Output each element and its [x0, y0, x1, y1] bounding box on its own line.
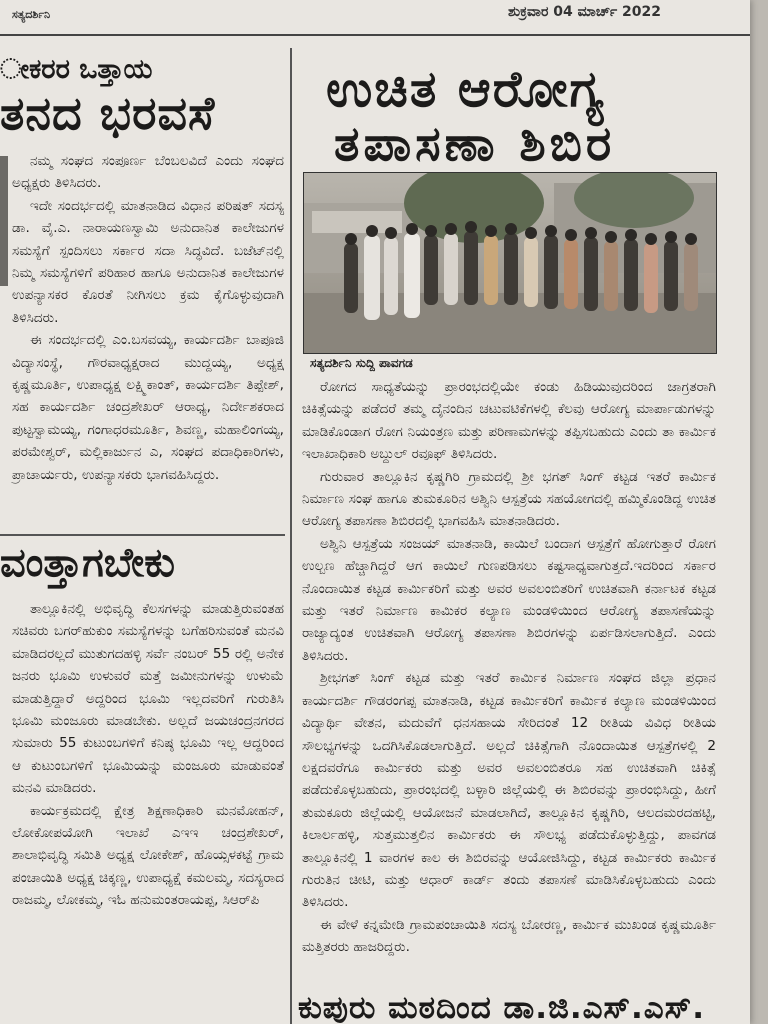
photo-caption: ಸತ್ಯದರ್ಶಿನಿ ಸುದ್ದಿ ಪಾವಗಡ	[310, 356, 413, 370]
paragraph: ಈ ವೇಳೆ ಕನ್ನಮೇಡಿ ಗ್ರಾಮಪಂಚಾಯಿತಿ ಸದಸ್ಯ ಬೋರಣ್ಣ, ಕಾರ್ಮಿಕ ಮುಖಂಡ ಕೃಷ್ಣಮೂರ್ತಿ ಮತ್ತಿತರರು ಹಾಜರಿದ್ದರು.	[302, 916, 716, 956]
paragraph: ಶ್ರೀಭಗತ್ ಸಿಂಗ್ ಕಟ್ಟಡ ಮತ್ತು ಇತರೆ ಕಾರ್ಮಿಕ ನಿರ್ಮಾಣ ಸಂಘದ ಜಿಲ್ಲಾ ಪ್ರಧಾನ ಕಾರ್ಯದರ್ಶಿ ಗೌಡರಂಗಪ್ಪ ಮಾತನಾಡಿ, ಕಟ್ಟಡ ಕಾರ್ಮಿಕರಿಗೆ ಕಾರ್ಮಿಕ ಕಲ್ಯಾಣ ಮಂಡಳಿಯಿಂದ ವಿದ್ಯಾರ್ಥಿ ವೇತನ, ಮದುವೆಗೆ ಧನಸಹಾಯ ಸೇರಿದಂತೆ 12 ರೀತಿಯ ವಿವಿಧ ರೀತಿಯ ಸೌಲಭ್ಯಗಳನ್ನು ಒದಗಿಸಿಕೊಡಲಾಗುತ್ತಿದೆ. ಅಲ್ಲದೆ ಚಿಕಿತ್ಸೆಗಾಗಿ ನೊಂದಾಯಿತ ಆಸ್ಪತ್ರೆಗಳಲ್ಲಿ 2 ಲಕ್ಷದವರೆಗೂ ಕಾರ್ಮಿಕರು ಮತ್ತು ಅವರ ಅವಲಂಬಿತರೂ ಸಹ ಉಚಿತವಾಗಿ ಚಿಕಿತ್ಸೆ ಪಡೆದುಕೊಳ್ಳಬಹುದು, ಪ್ರಾರಂಭದಲ್ಲಿ ಬಳ್ಳಾರಿ ಜಿಲ್ಲೆಯಲ್ಲಿ ಈ ಶಿಬಿರವನ್ನು ಪ್ರಾರಂಭಿಸಿದ್ದು, ಹೀಗೆ ತುಮಕೂರು ಜಿಲ್ಲೆಯಲ್ಲಿ ಆಯೋಜನೆ ಮಾಡಲಾಗಿದೆ, ತಾಲ್ಲೂಕಿನ ಕೃಷ್ಣಗಿರಿ, ಆಲದಮರದಹಟ್ಟಿ, ಕಿಲಾರ್ಲಹಳ್ಳಿ, ಸುತ್ತಮುತ್ತಲಿನ ಕಾರ್ಮಿಕರು ಈ ಸೌಲಭ್ಯ ಪಡೆದುಕೊಳ್ಳುತ್ತಿದ್ದು, ಪಾವಗಡ ತಾಲ್ಲೂಕಿನಲ್ಲಿ 1 ವಾರಗಳ ಕಾಲ ಈ ಶಿಬಿರವನ್ನು ಆಯೋಜಿಸಿದ್ದು, ಕಟ್ಟಡ ಕಾರ್ಮಿಕರು ಕಾರ್ಮಿಕ ಗುರುತಿನ ಚೀಟಿ, ಮತ್ತು ಆಧಾರ್ ಕಾರ್ಡ್ ತಂದು ತಪಾಸಣೆ ಮಾಡಿಸಿಕೊಳ್ಳಬಹುದು ಎಂದು ತಿಳಿಸಿದರು.	[302, 670, 716, 911]
main-headline-line-1: ಉಚಿತ ಆರೋಗ್ಯ	[326, 60, 606, 118]
section-divider	[0, 534, 285, 536]
health-camp-photo	[304, 173, 716, 353]
paper-name: ಸತ್ಯದರ್ಶಿನಿ	[12, 8, 51, 21]
left-story-headline: ತನದ ಭರವಸೆ	[0, 86, 216, 140]
paragraph: ಈ ಸಂದರ್ಭದಲ್ಲಿ ಎಂ.ಬಸವಯ್ಯ, ಕಾರ್ಯದರ್ಶಿ ಬಾಪೂಜಿ ವಿದ್ಯಾಸಂಸ್ಥೆ, ಗೌರವಾಧ್ಯಕ್ಷರಾದ ಮುದ್ದಯ್ಯ, ಅಧ್ಯಕ್ಷ ಕೃಷ್ಣಮೂರ್ತಿ, ಉಪಾಧ್ಯಕ್ಷ ಲಕ್ಷ್ಮಿಕಾಂತ್, ಕಾರ್ಯದರ್ಶಿ ತಿಪ್ಪೇಶ್, ಸಹ ಕಾರ್ಯದರ್ಶಿ ಚಂದ್ರಶೇಖರ್ ಆರಾಧ್ಯ, ನಿರ್ದೇಶಕರಾದ ಪುಟ್ಟಸ್ವಾಮಯ್ಯ, ಗಂಗಾಧರಮೂರ್ತಿ, ಶಿವಣ್ಣ, ಮಹಾಲಿಂಗಯ್ಯ, ಪರಮೇಶ್ವರ್, ಮಲ್ಲಿಕಾರ್ಜುನ ಎ, ಸಂಘದ ಪದಾಧಿಕಾರಿಗಳು, ಪ್ರಾಚಾರ್ಯರು, ಉಪನ್ಯಾಸಕರು ಭಾಗವಹಿಸಿದ್ದರು.	[12, 332, 284, 483]
paragraph: ಅಶ್ವಿನಿ ಆಸ್ಪತ್ರೆಯ ಸಂಜಯ್ ಮಾತನಾಡಿ, ಕಾಯಿಲೆ ಬಂದಾಗ ಆಸ್ಪತ್ರೆಗೆ ಹೋಗುತ್ತಾರೆ ರೋಗ ಉಲ್ಬಣ ಹೆಚ್ಚಾಗಿದ್ದರೆ ಆಗ ಕಾಯಿಲೆ ಗುಣಪಡಿಸಲು ಕಷ್ಟಸಾಧ್ಯವಾಗುತ್ತದೆ.ಇದರಿಂದ ಸರ್ಕಾರ ನೊಂದಾಯಿತ ಕಟ್ಟಡ ಕಾರ್ಮಿಕರಿಗೆ ಮತ್ತು ಅವರ ಅವಲಂಬಿತರಿಗೆ ಉಚಿತವಾಗಿ ಕರ್ನಾಟಕ ಕಟ್ಟಡ ಮತ್ತು ಇತರೆ ನಿರ್ಮಾಣ ಕಾಮಿಕರ ಕಲ್ಯಾಣ ಮಂಡಳಿಯಿಂದ ಆರೋಗ್ಯ ತಪಾಸಣೆಯನ್ನು ರಾಜ್ಯಾದ್ಯಂತ ಉಚಿತವಾಗಿ ಆರೋಗ್ಯ ತಪಾಸಣಾ ಶಿಬಿರಗಳನ್ನು ಏರ್ಪಡಿಸಲಾಗುತ್ತಿದೆ. ಎಂದು ತಿಳಿಸಿದರು.	[302, 535, 716, 664]
paragraph: ಗುರುವಾರ ತಾಲ್ಲೂಕಿನ ಕೃಷ್ಣಗಿರಿ ಗ್ರಾಮದಲ್ಲಿ ಶ್ರೀ ಭಗತ್ ಸಿಂಗ್ ಕಟ್ಟಡ ಇತರೆ ಕಾರ್ಮಿಕ ನಿರ್ಮಾಣ ಸಂಘ ಹಾಗೂ ತುಮಕೂರಿನ ಅಶ್ವಿನಿ ಆಸ್ಪತ್ರೆಯ ಸಹಯೋಗದಲ್ಲಿ ಹಮ್ಮಿಕೊಂಡಿದ್ದ ಉಚಿತ ಆರೋಗ್ಯ ತಪಾಸಣಾ ಶಿಬಿರದಲ್ಲಿ ಭಾಗವಹಿಸಿ ಮಾತನಾಡಿದರು.	[302, 468, 716, 530]
paragraph: ನಮ್ಮ ಸಂಘದ ಸಂಪೂರ್ಣ ಬೆಂಬಲವಿದೆ ಎಂದು ಸಂಘದ ಅಧ್ಯಕ್ಷರು ತಿಳಿಸಿದರು.	[12, 153, 284, 192]
left-story-2-headline: ವಂತ್ತಾಗಬೇಕು	[0, 540, 175, 586]
left-story-2-body	[12, 598, 284, 912]
masthead	[0, 0, 750, 36]
news-photo	[303, 172, 717, 354]
left-story-body	[12, 150, 284, 486]
bottom-story-headline: ಕುಪುರು ಮಠದಿಂದ ಡಾ.ಜಿ.ಎಸ್.ಎಸ್.	[298, 990, 705, 1024]
paragraph: ಇದೇ ಸಂದರ್ಭದಲ್ಲಿ ಮಾತನಾಡಿದ ವಿಧಾನ ಪರಿಷತ್ ಸದಸ್ಯ ಡಾ. ವೈ.ಎ. ನಾರಾಯಣಸ್ವಾಮಿ ಅನುದಾನಿತ ಕಾಲೇಜುಗಳ ಸಮಸ್ಯೆಗೆ ಸ್ಪಂದಿಸಲು ಸರ್ಕಾರ ಸದಾ ಸಿದ್ಧವಿದೆ. ಬಜೆಟ್‌ನಲ್ಲಿ ನಿಮ್ಮ ಸಮಸ್ಯೆಗಳಿಗೆ ಪರಿಹಾರ ಹಾಗೂ ಅನುದಾನಿತ ಕಾಲೇಜುಗಳ ಉಪನ್ಯಾಸಕರ ಕೊರತೆ ನೀಗಿಸಲು ಕ್ರಮ ಕೈಗೊಳ್ಳುವುದಾಗಿ ತಿಳಿಸಿದರು.	[12, 197, 284, 326]
dateline: ಶುಕ್ರವಾರ 04 ಮಾರ್ಚ್ 2022	[508, 4, 662, 20]
main-headline-line-2: ತಪಾಸಣಾ ಶಿಬಿರ	[334, 116, 616, 172]
paragraph: ಕಾರ್ಯಕ್ರಮದಲ್ಲಿ ಕ್ಷೇತ್ರ ಶಿಕ್ಷಣಾಧಿಕಾರಿ ಮನಮೋಹನ್, ಲೋಕೋಪಯೋಗಿ ಇಲಾಖೆ ಎಇಇ ಚಂದ್ರಶೇಖರ್, ಶಾಲಾಭಿವೃದ್ಧಿ ಸಮಿತಿ ಅಧ್ಯಕ್ಷ ಲೋಕೇಶ್, ಹೊಯ್ಸಳಕಟ್ಟೆ ಗ್ರಾಮ ಪಂಚಾಯಿತಿ ಅಧ್ಯಕ್ಷ ಚಿಕ್ಕಣ್ಣ, ಉಪಾಧ್ಯಕ್ಷೆ ಕಮಲಮ್ಮ, ಸದಸ್ಯರಾದ ರಾಜಮ್ಮ, ಲೋಕಮ್ಮ, ಇಓ ಹನುಮಂತರಾಯಪ್ಪ, ಸಿಆರ್‌ಪಿ	[12, 802, 284, 909]
column-divider	[290, 48, 292, 1024]
left-photo-edge	[0, 156, 8, 286]
main-story-body	[302, 376, 716, 959]
left-story-kicker: ೕಕರರ ಒತ್ತಾಯ	[0, 54, 153, 85]
paragraph: ರೋಗದ ಸಾಧ್ಯತೆಯನ್ನು ಪ್ರಾರಂಭದಲ್ಲಿಯೇ ಕಂಡು ಹಿಡಿಯುವುದರಿಂದ ಜಾಗ್ರತರಾಗಿ ಚಿಕಿತ್ಸೆಯನ್ನು ಪಡೆದರೆ ತಮ್ಮ ದೈನಂದಿನ ಚಟುವಟಿಕೆಗಳಲ್ಲಿ ಕೆಲವು ಆರೋಗ್ಯ ಮಾರ್ಪಾಡುಗಳನ್ನು ಮಾಡಿಕೊಂಡಾಗ ರೋಗ ನಿಯಂತ್ರಣ ಮತ್ತು ಪರಿಣಾಮಗಳನ್ನು ತಪ್ಪಿಸಬಹುದು ಎಂದು ತಾ ಕಾರ್ಮಿಕ ಇಲಾಖಾಧಿಕಾರಿ ಅಬ್ದುಲ್ ರವೂಫ್ ತಿಳಿಸಿದರು.	[302, 379, 716, 463]
paragraph: ತಾಲ್ಲೂಕಿನಲ್ಲಿ ಅಭಿವೃದ್ಧಿ ಕೆಲಸಗಳನ್ನು ಮಾಡುತ್ತಿರುವಂತಹ ಸಚಿವರು ಬಗರ್‌ಹುಕುಂ ಸಮಸ್ಯೆಗಳನ್ನು ಬಗೆಹರಿಸುವಂತೆ ಮನವಿ ಮಾಡಿದರಲ್ಲದೆ ಮುತುಗದಹಳ್ಳಿ ಸರ್ವೆ ನಂಬರ್ 55 ರಲ್ಲಿ ಅನೇಕ ಜನರು ಭೂಮಿ ಉಳುವರೆ ಮತ್ತೆ ಜಮೀನುಗಳನ್ನು ಉಳುಮೆ ಮಾಡುತ್ತಿದ್ದಾರೆ ಅದ್ದರಿಂದ ಭೂಮಿ ಇಲ್ಲದವರಿಗೆ ಗುರುತಿಸಿ ಭೂಮಿ ಮಂಜೂರು ಮಾಡಬೇಕು. ಅಲ್ಲದೆ ಜಯಚಂದ್ರನಗರದ ಸುಮಾರು 55 ಕುಟುಂಬಗಳಿಗೆ ಕನಿಷ್ಠ ಭೂಮಿ ಇಲ್ಲ ಆದ್ದರಿಂದ ಆ ಕುಟುಂಬಗಳಿಗೆ ಭೂಮಿಯನ್ನು ಮಂಜೂರು ಮಾಡುವಂತೆ ಮನವಿ ಮಾಡಿದರು.	[12, 601, 284, 797]
